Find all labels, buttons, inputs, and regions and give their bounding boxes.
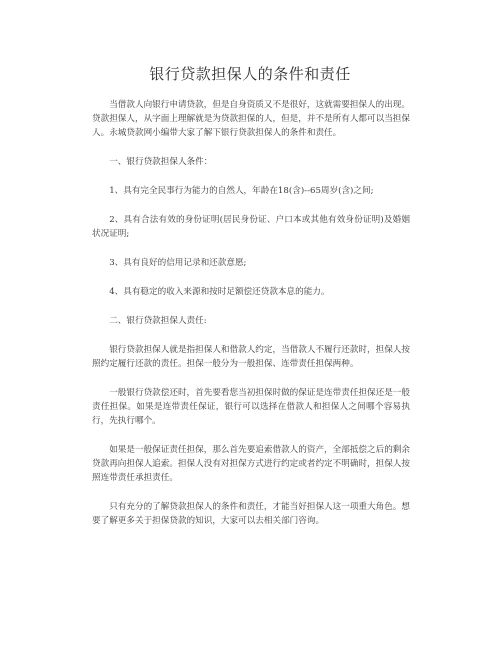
condition-item-3: 3、具有良好的信用记录和还款意愿;: [109, 258, 247, 268]
paragraph-guarantor-definition: 银行贷款担保人就是指担保人和借款人约定，当借款人不履行还款时，担保人按照约定履行还款的责任。担保一般分为一般担保、连带责任担保两种。: [92, 345, 410, 369]
section-heading-responsibilities: 二、银行贷款担保人责任:: [109, 316, 207, 326]
condition-item-4: 4、具有稳定的收入来源和按时足额偿还贷款本息的能力。: [109, 287, 330, 297]
condition-item-1: 1、具有完全民事行为能力的自然人，年龄在18(含)--65周岁(含)之间;: [109, 186, 374, 196]
paragraph-intro: 当借款人向银行申请贷款，但是自身资质又不是很好，这就需要担保人的出现。贷款担保人，从字面上理解就是为贷款担保的人，但是，并不是所有人都可以当担保人。永城贷款网小编带大家了解下银行贷款担保人的条件和责任。: [92, 100, 410, 138]
paragraph-general-guarantee: 如果是一般保证责任担保，那么首先要追索借款人的资产，全部抵偿之后的剩余贷款再向担保人追索。担保人没有对担保方式进行约定或者约定不明确时，担保人按照连带责任承担责任。: [92, 445, 410, 483]
condition-item-2: 2、具有合法有效的身份证明(居民身份证、户口本或其他有效身份证明)及婚姻状况证明;: [92, 215, 410, 239]
document-body: [92, 98, 410, 543]
paragraph-conclusion: 只有充分的了解贷款担保人的条件和责任，才能当好担保人这一项重大角色。想要了解更多关于担保贷款的知识，大家可以去相关部门咨询。: [92, 502, 410, 526]
page-title: 银行贷款担保人的条件和责任: [149, 65, 351, 83]
paragraph-repayment: 一般银行贷款偿还时，首先要看您当初担保时做的保证是连带责任担保还是一般责任担保。如果是连带责任保证，银行可以选择在借款人和担保人之间哪个容易执行，先执行哪个。: [92, 388, 410, 426]
section-heading-conditions: 一、银行贷款担保人条件：: [109, 157, 213, 167]
